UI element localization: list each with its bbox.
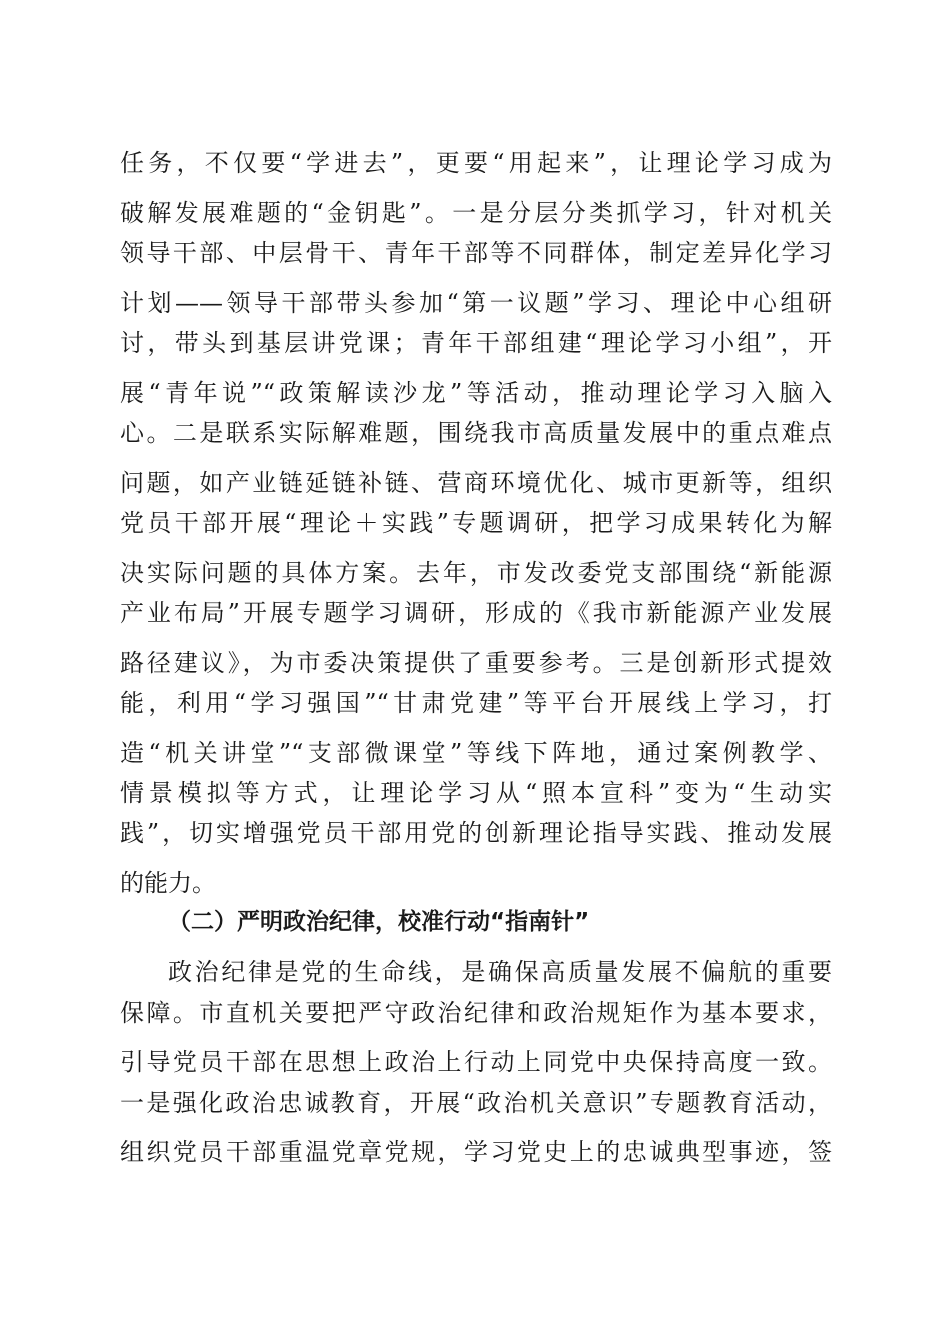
body-text-line: 政治纪律是党的生命线，是确保高质量发展不偏航的重要 — [168, 958, 832, 986]
body-text-line: 践”，切实增强党员干部用党的创新理论指导实践、推动发展 — [120, 819, 832, 847]
body-text-line: 组织党员干部重温党章党规，学习党史上的忠诚典型事迹，签 — [120, 1138, 832, 1166]
body-text-line: 路径建议》，为市委决策提供了重要参考。三是创新形式提效 — [120, 649, 832, 677]
body-text-line: 能，利用“学习强国”“甘肃党建”等平台开展线上学习，打 — [120, 689, 832, 717]
body-text-line: 的能力。 — [120, 869, 216, 897]
body-text-line: 决实际问题的具体方案。去年，市发改委党支部围绕“新能源 — [120, 559, 832, 587]
body-text-line: 引导党员干部在思想上政治上行动上同党中央保持高度一致。 — [120, 1048, 832, 1076]
body-text-line: 保障。市直机关要把严守政治纪律和政治规矩作为基本要求， — [120, 999, 832, 1027]
body-text-line: 任务，不仅要“学进去”，更要“用起来”，让理论学习成为 — [120, 149, 832, 177]
body-text-line: 展“青年说”“政策解读沙龙”等活动，推动理论学习入脑入 — [120, 379, 832, 407]
body-text-line: 问题，如产业链延链补链、营商环境优化、城市更新等，组织 — [120, 469, 832, 497]
body-text-line: 产业布局”开展专题学习调研，形成的《我市新能源产业发展 — [120, 599, 832, 627]
body-text-line: 党员干部开展“理论＋实践”专题调研，把学习成果转化为解 — [120, 509, 832, 537]
body-text-line: 领导干部、中层骨干、青年干部等不同群体，制定差异化学习 — [120, 239, 832, 267]
body-text-line: 破解发展难题的“金钥匙”。一是分层分类抓学习，针对机关 — [120, 199, 832, 227]
body-text-line: 造“机关讲堂”“支部微课堂”等线下阵地，通过案例教学、 — [120, 739, 832, 767]
body-text-line: 心。二是联系实际解难题，围绕我市高质量发展中的重点难点 — [120, 419, 832, 447]
section-heading: （二）严明政治纪律，校准行动“指南针” — [168, 909, 590, 935]
body-text-line: 讨，带头到基层讲党课；青年干部组建“理论学习小组”，开 — [120, 329, 832, 357]
body-text-line: 一是强化政治忠诚教育，开展“政治机关意识”专题教育活动， — [120, 1089, 832, 1117]
body-text-line: 计划——领导干部带头参加“第一议题”学习、理论中心组研 — [120, 289, 832, 317]
body-text-line: 情景模拟等方式，让理论学习从“照本宣科”变为“生动实 — [120, 779, 832, 807]
